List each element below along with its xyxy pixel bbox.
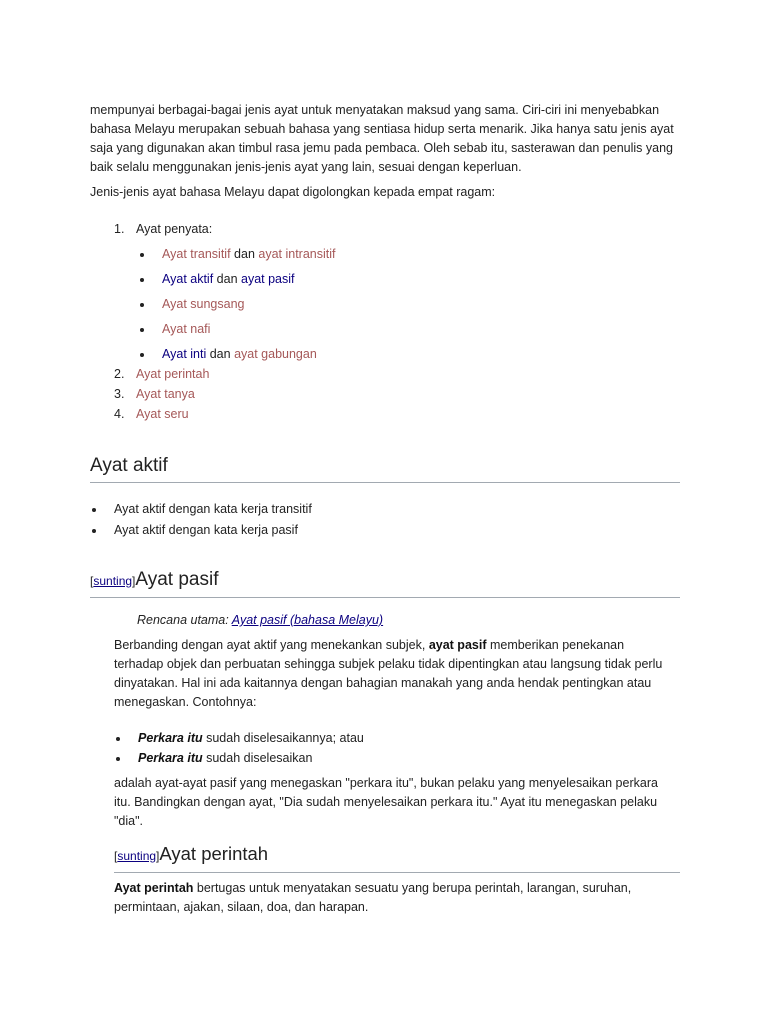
text-run: Berbanding dengan ayat aktif yang menekankan subjek, [114,638,429,652]
types-list [114,220,614,425]
link-ayat-pasif[interactable]: ayat pasif [241,272,295,286]
list-item [114,749,614,769]
list-item [136,270,614,295]
link-ayat-perintah[interactable]: Ayat perintah [136,367,210,381]
bullet-dot-icon [116,737,120,741]
list-item [136,295,614,320]
paragraph-line: adalah ayat-ayat pasif yang menegaskan "perkara itu", bukan pelaku yang menyelesaikan perkara [114,776,658,790]
bullet-dot-icon [140,353,144,357]
list-number: 1. [114,222,125,236]
section-heading-ayat-pasif [90,568,680,598]
list-item [114,220,614,365]
examples-list [114,729,614,769]
link-ayat-aktif[interactable]: Ayat aktif [162,272,214,286]
link-ayat-tanya[interactable]: Ayat tanya [136,387,195,401]
conjunction: dan [206,347,235,361]
list-item [136,245,614,270]
list-number: 2. [114,367,125,381]
edit-link-wrapper [114,849,159,863]
text-run: memberikan penekanan [486,638,625,652]
example-subject: Perkara itu [138,731,203,745]
bullet-dot-icon [140,303,144,307]
edit-link-wrapper [90,574,135,588]
list-item-text: Ayat aktif dengan kata kerja pasif [114,523,298,537]
aktif-bullet-list [90,500,590,542]
list-item-text: Ayat aktif dengan kata kerja transitif [114,502,312,516]
list-item-label: Ayat penyata: [136,222,213,236]
bullet-dot-icon [92,508,96,512]
link-ayat-transitif[interactable]: Ayat transitif [162,247,231,261]
list-item [114,729,614,749]
link-ayat-seru[interactable]: Ayat seru [136,407,189,421]
main-article-note [137,611,677,630]
paragraph-line: itu. Bandingkan dengan ayat, "Dia sudah menyelesaikan perkara itu." Ayat itu menegaskan pelaku [114,795,658,809]
paragraph-line: permintaan, ajakan, silaan, doa, dan harapan. [114,900,369,914]
example-text: sudah diselesaikan [202,751,313,765]
edit-link[interactable]: sunting [93,574,133,588]
list-item [136,345,614,365]
bold-term: ayat pasif [428,638,487,652]
intro-paragraph [90,101,690,177]
intro-line: bahasa Melayu merupakan sebuah bahasa yang sentiasa hidup serta menarik. Jika hanya satu jenis ayat [90,122,674,136]
intro-line: mempunyai berbagai-bagai jenis ayat untuk menyatakan maksud yang sama. Ciri-ciri ini menyebabkan [90,103,660,117]
intro-line: saja yang digunakan akan timbul rasa jemu pada pembaca. Oleh sebab itu, sasterawan dan penulis yang [90,141,674,155]
list-item [90,500,590,521]
pasif-after-paragraph [114,774,694,831]
link-ayat-inti[interactable]: Ayat inti [162,347,207,361]
pasif-paragraph [114,636,694,712]
list-item [136,320,614,345]
intro-line: baik selalu menggunakan jenis-jenis ayat yang lain, sesuai dengan keperluan. [90,160,522,174]
main-article-prefix: Rencana utama: [137,613,232,627]
bullet-dot-icon [92,529,96,533]
bracket: ] [132,574,136,588]
paragraph-line: terhadap objek dan perbuatan sehingga subjek pelaku tidak dipentingkan atau langsung tidak perlu [114,657,663,671]
paragraph-line [114,636,694,655]
bullet-dot-icon [140,253,144,257]
conjunction: dan [213,272,241,286]
list-number: 4. [114,407,125,421]
bullet-dot-icon [140,278,144,282]
link-ayat-gabungan[interactable]: ayat gabungan [234,347,317,361]
link-ayat-intransitif[interactable]: ayat intransitif [258,247,336,261]
list-item [114,365,614,385]
list-number: 3. [114,387,125,401]
list-item [114,385,614,405]
list-item [114,405,614,425]
types-intro: Jenis-jenis ayat bahasa Melayu dapat digolongkan kepada empat ragam: [90,185,496,199]
bracket: [ [114,849,118,863]
heading-text: Ayat pasif [135,569,219,590]
heading-text: Ayat perintah [159,843,269,864]
bullet-dot-icon [116,757,120,761]
section-heading-ayat-perintah [114,842,680,873]
paragraph-line: dinyatakan. Hal ini ada kaitannya dengan bahagian manakah yang anda hendak pentingkan atau [114,676,652,690]
perintah-paragraph [114,879,694,917]
paragraph-line [114,879,694,898]
paragraph-line: menegaskan. Contohnya: [114,695,257,709]
conjunction: dan [230,247,259,261]
bracket: [ [90,574,94,588]
list-item [90,521,590,542]
bullet-dot-icon [140,328,144,332]
bold-term: Ayat perintah [114,881,194,895]
edit-link[interactable]: sunting [117,849,157,863]
main-article-link[interactable]: Ayat pasif (bahasa Melayu) [231,613,384,627]
text-run: bertugas untuk menyatakan sesuatu yang berupa perintah, larangan, suruhan, [193,881,632,895]
example-subject: Perkara itu [138,751,203,765]
example-text: sudah diselesaikannya; atau [202,731,364,745]
bracket: ] [156,849,160,863]
paragraph-line: "dia". [114,814,144,828]
sub-list [136,245,614,365]
link-ayat-sungsang[interactable]: Ayat sungsang [162,297,245,311]
link-ayat-nafi[interactable]: Ayat nafi [162,322,211,336]
section-heading-ayat-aktif: Ayat aktif [90,454,680,483]
